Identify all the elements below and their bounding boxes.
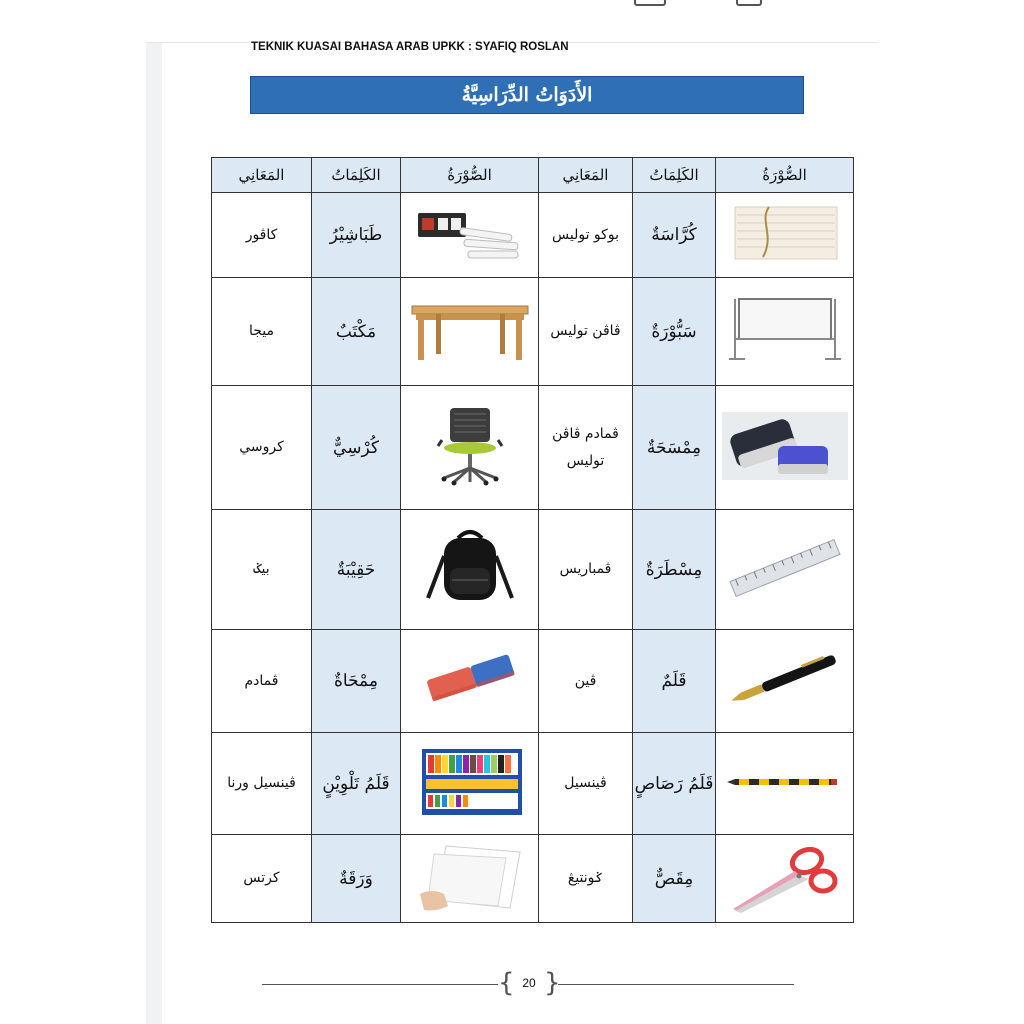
table-row <box>212 510 854 630</box>
picture-cell <box>401 193 539 278</box>
word-cell: مِقَصٌّ <box>633 835 716 923</box>
vocabulary-table <box>211 157 854 923</box>
column-header-picture: الصُّوْرَةُ <box>716 158 854 193</box>
meaning-cell: كاڤور <box>212 193 312 278</box>
meaning-cell: ڤمباريس <box>539 510 633 630</box>
table-row <box>212 386 854 510</box>
picture-cell <box>401 278 539 386</box>
table-header-row <box>212 158 854 193</box>
word-cell: قَلَمٌ <box>633 630 716 733</box>
word-cell: وَرَقَةٌ <box>312 835 401 923</box>
word-cell: كُرْسِيٌّ <box>312 386 401 510</box>
table-row <box>212 193 854 278</box>
paper-icon <box>410 842 530 912</box>
picture-cell <box>401 835 539 923</box>
table-icon <box>410 298 530 362</box>
whiteboard-icon <box>725 295 845 365</box>
picture-cell <box>716 733 854 835</box>
column-header-words: الكَلِمَاتُ <box>633 158 716 193</box>
eraser-icon <box>410 647 530 711</box>
meaning-cell: ڤينسيل <box>539 733 633 835</box>
document-header: TEKNIK KUASAI BAHASA ARAB UPKK : SYAFIQ ROSLAN <box>251 41 569 53</box>
board-eraser-icon <box>722 412 848 480</box>
chair-icon <box>410 406 530 486</box>
word-cell: مَكْتَبٌ <box>312 278 401 386</box>
table-row <box>212 278 854 386</box>
meaning-cell: بيݢ <box>212 510 312 630</box>
column-header-words: الكَلِمَاتُ <box>312 158 401 193</box>
meaning-cell: ڤينسيل ورنا <box>212 733 312 835</box>
word-cell: حَقِيْبَةٌ <box>312 510 401 630</box>
meaning-cell: ڤمادم <box>212 630 312 733</box>
meaning-cell: كروسي <box>212 386 312 510</box>
page-title: الأَدَوَاتُ الدِّرَاسِيَّةُ <box>250 76 804 114</box>
meaning-cell: ݢونتيڠ <box>539 835 633 923</box>
picture-cell <box>401 733 539 835</box>
word-cell: قَلَمُ تَلْوِيْنٍ <box>312 733 401 835</box>
meaning-cell: ميجا <box>212 278 312 386</box>
meaning-cell: ڤين <box>539 630 633 733</box>
footer-rule <box>558 984 794 985</box>
picture-cell <box>716 193 854 278</box>
word-cell: مِسْطَرَةٌ <box>633 510 716 630</box>
table-row <box>212 733 854 835</box>
picture-cell <box>716 630 854 733</box>
picture-cell <box>716 386 854 510</box>
meaning-cell: بوكو توليس <box>539 193 633 278</box>
picture-cell <box>716 835 854 923</box>
footer-right-bracket: } <box>544 968 561 998</box>
table-row <box>212 630 854 733</box>
footer-left-bracket: { <box>498 968 515 998</box>
column-header-meanings: المَعَانِي <box>212 158 312 193</box>
table-row <box>212 835 854 923</box>
word-cell: مِمْسَحَةٌ <box>633 386 716 510</box>
viewer-toolbar-icon[interactable] <box>634 0 666 6</box>
picture-cell <box>716 510 854 630</box>
pencil-icon <box>725 750 845 814</box>
footer-rule <box>262 984 498 985</box>
word-cell: كُرَّاسَةٌ <box>633 193 716 278</box>
column-header-meanings: المَعَانِي <box>539 158 633 193</box>
word-cell: مِمْحَاةٌ <box>312 630 401 733</box>
meaning-cell: كرتس <box>212 835 312 923</box>
chalk-icon <box>410 201 530 265</box>
column-header-picture: الصُّوْرَةُ <box>401 158 539 193</box>
word-cell: قَلَمُ رَصَاصٍ <box>633 733 716 835</box>
backpack-icon <box>410 528 530 608</box>
viewer-toolbar-icon[interactable] <box>736 0 762 6</box>
ruler-icon <box>725 536 845 600</box>
page-gutter <box>146 42 162 1024</box>
picture-cell <box>401 630 539 733</box>
scissors-icon <box>725 839 845 915</box>
notebook-icon <box>725 201 845 265</box>
viewer-top-strip <box>0 0 1024 42</box>
page-number: 20 <box>522 976 536 990</box>
meaning-cell: ڤمادم ڤاڤن توليس <box>539 386 633 510</box>
picture-cell <box>401 386 539 510</box>
word-cell: طَبَاشِيْرُ <box>312 193 401 278</box>
pen-icon <box>725 647 845 711</box>
picture-cell <box>716 278 854 386</box>
colored-pencils-icon <box>410 747 530 817</box>
meaning-cell: ڤاڤن توليس <box>539 278 633 386</box>
word-cell: سَبُّوْرَةٌ <box>633 278 716 386</box>
picture-cell <box>401 510 539 630</box>
